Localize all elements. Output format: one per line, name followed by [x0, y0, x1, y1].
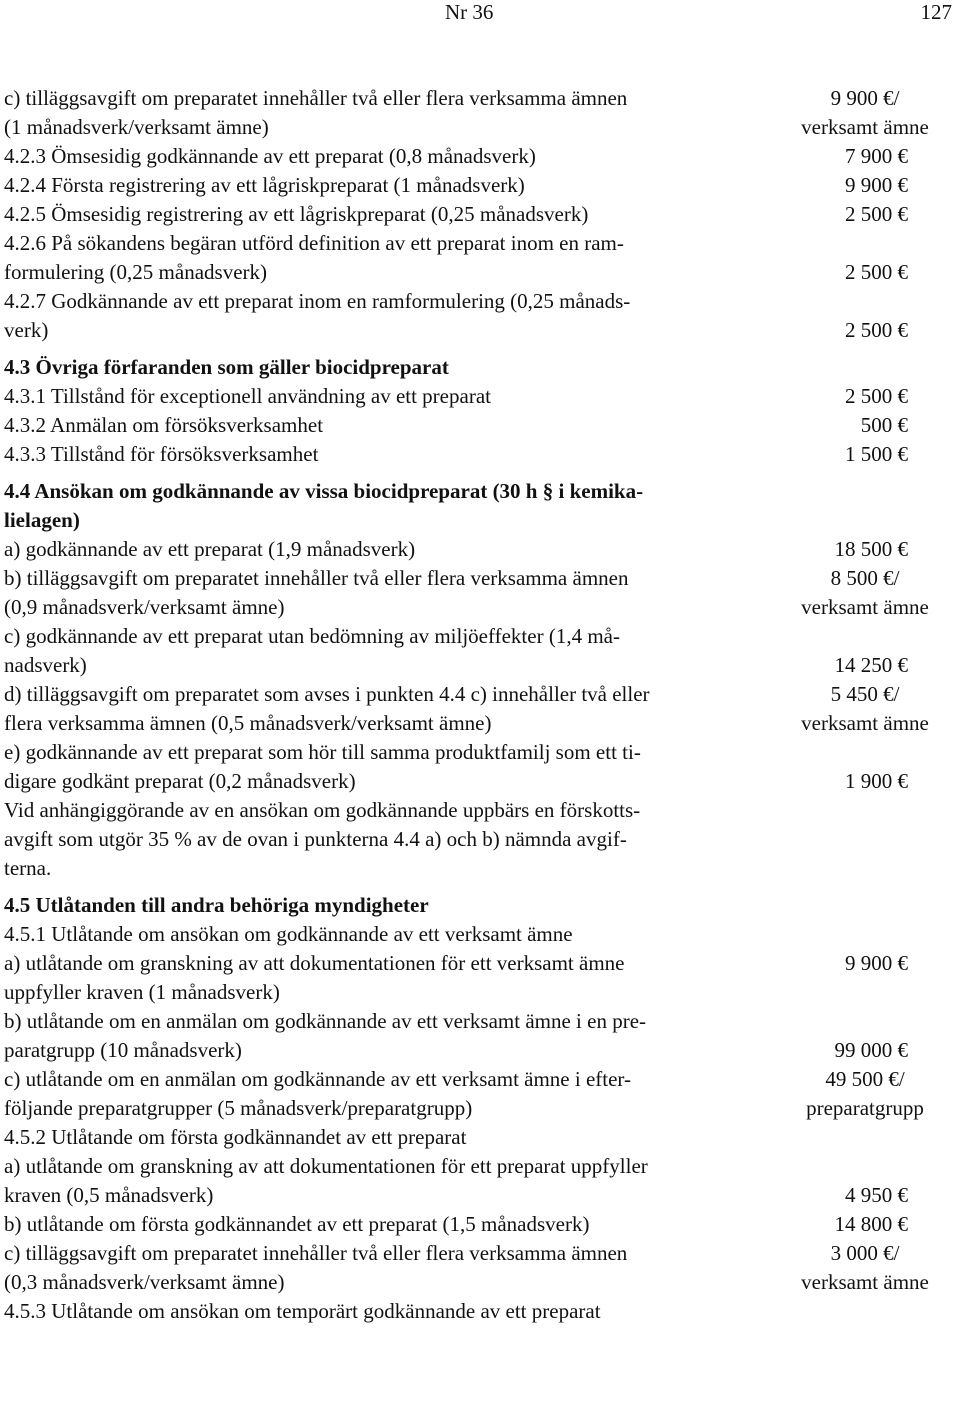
fee-amount-line: 2 500 €	[845, 202, 908, 226]
fee-amount-line: 7 900 €	[845, 144, 908, 168]
fee-row	[4, 1152, 954, 1210]
fee-description	[4, 535, 780, 564]
paragraph-line: 4.5.3 Utlåtande om ansökan om temporärt godkännande av ett preparat	[4, 1299, 601, 1323]
section-heading-line: lielagen)	[4, 508, 80, 532]
fee-description	[4, 142, 780, 171]
fee-row	[4, 535, 954, 564]
fee-description-line: 4.2.6 På sökandens begäran utförd definition av ett preparat inom en ram-	[4, 231, 624, 255]
fee-description-line: c) tilläggsavgift om preparatet innehåller två eller flera verksamma ämnen	[4, 86, 628, 110]
paragraph	[4, 796, 774, 883]
paragraph-line: avgift som utgör 35 % av de ovan i punkterna 4.4 a) och b) nämnda avgif-	[4, 827, 627, 851]
fee-amount-line: 8 500 €/	[830, 566, 900, 590]
fee-row	[4, 949, 954, 1007]
fee-description	[4, 622, 780, 680]
fee-description	[4, 411, 780, 440]
fee-amount-line: 2 500 €	[845, 318, 908, 342]
fee-description-line: c) godkännande av ett preparat utan bedömning av miljöeffekter (1,4 må-	[4, 624, 620, 648]
fee-amount	[780, 535, 930, 564]
paragraph-line: terna.	[4, 856, 52, 880]
fee-amount	[780, 316, 930, 345]
fee-description	[4, 200, 780, 229]
fee-row	[4, 200, 954, 229]
fee-row	[4, 680, 954, 738]
fee-description	[4, 680, 780, 738]
fee-row	[4, 382, 954, 411]
fee-amount-line: 4 950 €	[845, 1183, 908, 1207]
section-heading-line: 4.4 Ansökan om godkännande av vissa biocidpreparat (30 h § i kemika-	[4, 479, 644, 503]
fee-row	[4, 229, 954, 287]
fee-description-line: 4.2.4 Första registrering av ett lågriskpreparat (1 månadsverk)	[4, 173, 525, 197]
fee-row	[4, 287, 954, 345]
fee-amount	[780, 651, 930, 680]
fee-description-line: a) utlåtande om granskning av att dokumentationen för ett verksamt ämne	[4, 951, 625, 975]
fee-description	[4, 1007, 780, 1065]
fee-description-line: b) utlåtande om första godkännandet av ett preparat (1,5 månadsverk)	[4, 1212, 590, 1236]
fee-description-line: 4.2.7 Godkännande av ett preparat inom en ramformulering (0,25 månads-	[4, 289, 631, 313]
fee-amount	[780, 564, 950, 622]
fee-description-line: nadsverk)	[4, 653, 87, 677]
fee-amount-line: 500 €	[860, 413, 908, 437]
fee-description-line: 4.3.3 Tillstånd för försöksverksamhet	[4, 442, 319, 466]
fee-description-line: digare godkänt preparat (0,2 månadsverk)	[4, 769, 356, 793]
section-heading	[4, 477, 954, 535]
fee-amount	[780, 411, 930, 440]
fee-description-line: (0,3 månadsverk/verksamt ämne)	[4, 1270, 285, 1294]
fee-row	[4, 1239, 954, 1297]
section-heading	[4, 353, 954, 382]
fee-amount-line: 2 500 €	[845, 384, 908, 408]
fee-schedule	[4, 84, 954, 1326]
fee-amount	[780, 382, 930, 411]
fee-amount-line: verksamt ämne	[801, 595, 929, 619]
paragraph	[4, 920, 774, 949]
page-number: 127	[920, 0, 952, 24]
fee-description-line: 4.3.2 Anmälan om försöksverksamhet	[4, 413, 324, 437]
fee-amount-line: 49 500 €/	[825, 1067, 905, 1091]
page-header	[0, 0, 960, 40]
fee-description	[4, 738, 780, 796]
fee-amount	[780, 1210, 930, 1239]
fee-amount-line: 99 000 €	[834, 1038, 908, 1062]
fee-description	[4, 1152, 780, 1210]
fee-description	[4, 949, 780, 1007]
fee-description	[4, 440, 780, 469]
fee-description-line: paratgrupp (10 månadsverk)	[4, 1038, 242, 1062]
fee-amount-line: verksamt ämne	[801, 1270, 929, 1294]
fee-amount-line: 1 500 €	[845, 442, 908, 466]
fee-amount-line: 18 500 €	[834, 537, 908, 561]
fee-row	[4, 440, 954, 469]
section-heading	[4, 891, 954, 920]
fee-description-line: e) godkännande av ett preparat som hör till samma produktfamilj som ett ti-	[4, 740, 641, 764]
paragraph-line: Vid anhängiggörande av en ansökan om godkännande uppbärs en förskotts-	[4, 798, 641, 822]
fee-amount-line: 3 000 €/	[830, 1241, 900, 1265]
fee-description	[4, 382, 780, 411]
fee-amount-line: verksamt ämne	[801, 711, 929, 735]
fee-row	[4, 1007, 954, 1065]
fee-row	[4, 84, 954, 142]
fee-description-line: b) tilläggsavgift om preparatet innehåller två eller flera verksamma ämnen	[4, 566, 629, 590]
fee-description-line: uppfyller kraven (1 månadsverk)	[4, 980, 280, 1004]
issue-number: Nr 36	[445, 0, 494, 24]
fee-amount	[780, 767, 930, 796]
paragraph-line: 4.5.2 Utlåtande om första godkännandet av ett preparat	[4, 1125, 467, 1149]
fee-amount	[780, 1239, 950, 1297]
fee-amount	[780, 1036, 930, 1065]
fee-amount-line: preparatgrupp	[806, 1096, 924, 1120]
fee-amount	[780, 84, 950, 142]
fee-row	[4, 1065, 954, 1123]
section-heading-line: 4.3 Övriga förfaranden som gäller biocidpreparat	[4, 355, 449, 379]
fee-description-line: a) utlåtande om granskning av att dokumentationen för ett preparat uppfyller	[4, 1154, 648, 1178]
fee-amount-line: 9 900 €	[845, 951, 908, 975]
fee-description-line: flera verksamma ämnen (0,5 månadsverk/verksamt ämne)	[4, 711, 492, 735]
fee-amount-line: 9 900 €	[845, 173, 908, 197]
fee-amount	[780, 200, 930, 229]
fee-amount-line: 5 450 €/	[830, 682, 900, 706]
fee-row	[4, 738, 954, 796]
fee-description-line: b) utlåtande om en anmälan om godkännande av ett verksamt ämne i en pre-	[4, 1009, 647, 1033]
fee-description	[4, 1210, 780, 1239]
fee-amount	[780, 440, 930, 469]
fee-description-line: verk)	[4, 318, 49, 342]
fee-description	[4, 287, 780, 345]
fee-amount	[780, 949, 930, 978]
fee-amount	[780, 171, 930, 200]
fee-description	[4, 229, 780, 287]
fee-amount	[780, 1181, 930, 1210]
section-heading-line: 4.5 Utlåtanden till andra behöriga myndigheter	[4, 893, 429, 917]
fee-row	[4, 1210, 954, 1239]
paragraph	[4, 1123, 774, 1152]
fee-description	[4, 1065, 780, 1123]
fee-description-line: d) tilläggsavgift om preparatet som avses i punkten 4.4 c) innehåller två eller	[4, 682, 650, 706]
fee-amount	[780, 1065, 950, 1123]
fee-description-line: (1 månadsverk/verksamt ämne)	[4, 115, 269, 139]
fee-amount-line: 1 900 €	[845, 769, 908, 793]
fee-description	[4, 564, 780, 622]
fee-description-line: formulering (0,25 månadsverk)	[4, 260, 268, 284]
fee-description-line: 4.2.3 Ömsesidig godkännande av ett preparat (0,8 månadsverk)	[4, 144, 536, 168]
fee-description-line: 4.2.5 Ömsesidig registrering av ett lågriskpreparat (0,25 månadsverk)	[4, 202, 589, 226]
fee-amount-line: 14 800 €	[834, 1212, 908, 1236]
fee-row	[4, 411, 954, 440]
fee-description-line: (0,9 månadsverk/verksamt ämne)	[4, 595, 285, 619]
fee-description	[4, 1239, 780, 1297]
fee-row	[4, 622, 954, 680]
fee-amount-line: verksamt ämne	[801, 115, 929, 139]
paragraph-line: 4.5.1 Utlåtande om ansökan om godkännande av ett verksamt ämne	[4, 922, 573, 946]
fee-amount-line: 14 250 €	[834, 653, 908, 677]
fee-amount-line: 2 500 €	[845, 260, 908, 284]
fee-description-line: följande preparatgrupper (5 månadsverk/preparatgrupp)	[4, 1096, 473, 1120]
fee-row	[4, 564, 954, 622]
fee-description-line: a) godkännande av ett preparat (1,9 månadsverk)	[4, 537, 416, 561]
fee-description-line: kraven (0,5 månadsverk)	[4, 1183, 214, 1207]
fee-amount-line: 9 900 €/	[830, 86, 900, 110]
fee-description	[4, 84, 780, 142]
fee-row	[4, 142, 954, 171]
fee-description-line: c) tilläggsavgift om preparatet innehåller två eller flera verksamma ämnen	[4, 1241, 628, 1265]
fee-row	[4, 171, 954, 200]
fee-amount	[780, 680, 950, 738]
fee-amount	[780, 142, 930, 171]
fee-description-line: 4.3.1 Tillstånd för exceptionell användning av ett preparat	[4, 384, 491, 408]
paragraph	[4, 1297, 774, 1326]
fee-description-line: c) utlåtande om en anmälan om godkännande av ett verksamt ämne i efter-	[4, 1067, 631, 1091]
fee-description	[4, 171, 780, 200]
fee-amount	[780, 258, 930, 287]
